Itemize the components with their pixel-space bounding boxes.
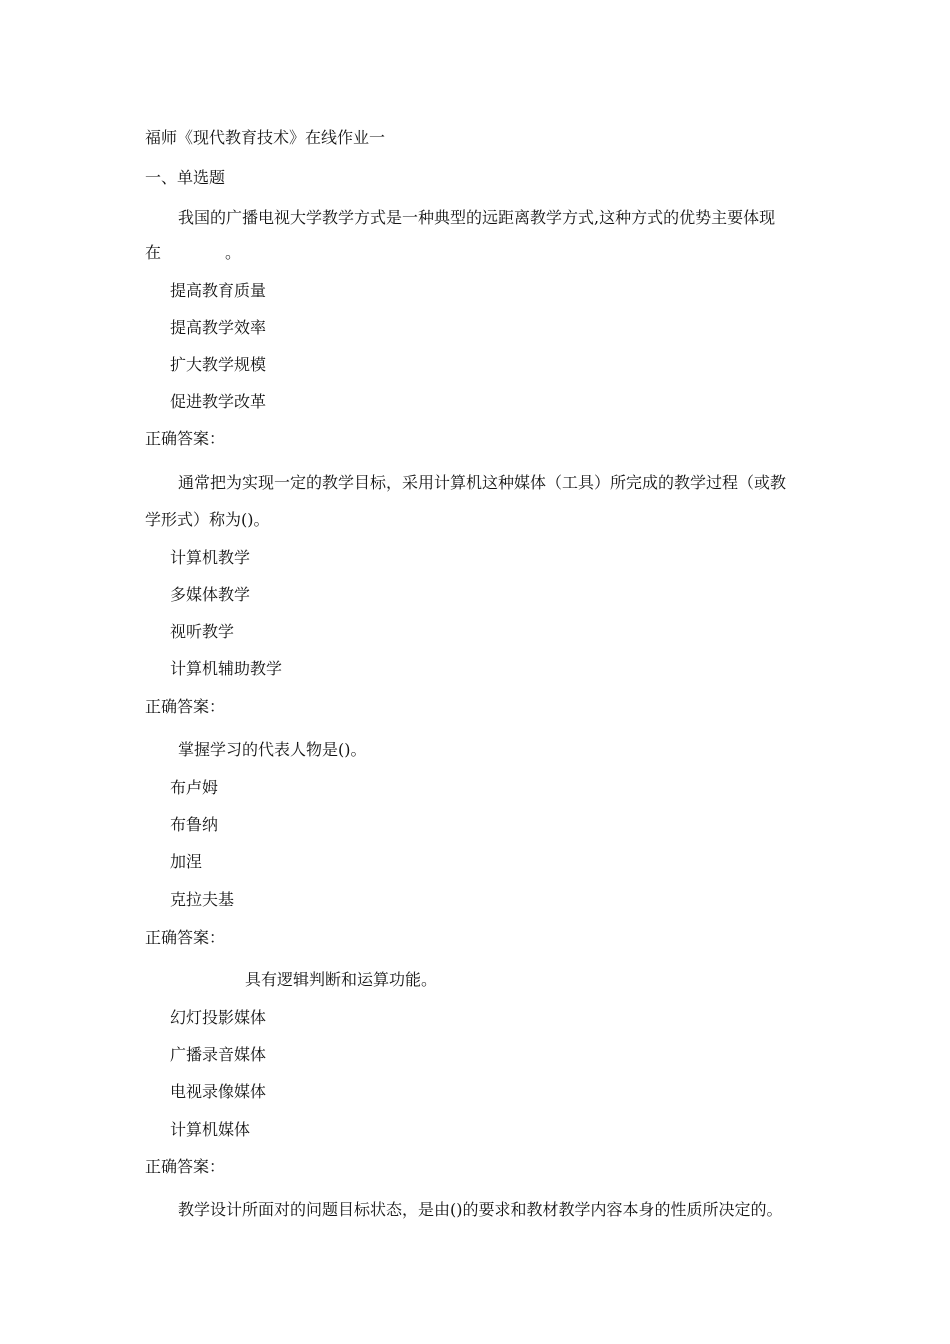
option-item: 克拉夫基: [170, 890, 235, 909]
answer-label: 正确答案：: [145, 928, 226, 947]
question-stem-continued: 在 。: [145, 243, 242, 262]
question-stem: 掌握学习的代表人物是()。: [178, 740, 367, 759]
answer-label: 正确答案：: [145, 429, 226, 448]
option-item: 扩大教学规模: [170, 355, 267, 374]
option-item: 布鲁纳: [170, 815, 219, 834]
question-stem-continued: 学形式）称为()。: [145, 510, 270, 529]
question-stem: 我国的广播电视大学教学方式是一种典型的远距离教学方式,这种方式的优势主要体现: [178, 208, 776, 227]
question-stem: 具有逻辑判断和运算功能。: [245, 970, 438, 989]
option-item: 电视录像媒体: [170, 1082, 267, 1101]
option-item: 计算机辅助教学: [170, 659, 283, 678]
document-title: 福师《现代教育技术》在线作业一: [145, 128, 386, 147]
section-heading: 一、单选题: [145, 168, 226, 187]
answer-label: 正确答案：: [145, 697, 226, 716]
option-item: 计算机教学: [170, 548, 251, 567]
option-item: 提高教育质量: [170, 281, 267, 300]
option-item: 幻灯投影媒体: [170, 1008, 267, 1027]
option-item: 加涅: [170, 852, 203, 871]
option-item: 计算机媒体: [170, 1120, 251, 1139]
question-stem: 教学设计所面对的问题目标状态，是由()的要求和教材教学内容本身的性质所决定的。: [178, 1200, 783, 1219]
option-item: 提高教学效率: [170, 318, 267, 337]
answer-label: 正确答案：: [145, 1157, 226, 1176]
option-item: 多媒体教学: [170, 585, 251, 604]
question-stem: 通常把为实现一定的教学目标，采用计算机这种媒体（工具）所完成的教学过程（或教: [178, 473, 787, 492]
option-item: 促进教学改革: [170, 392, 267, 411]
option-item: 布卢姆: [170, 778, 219, 797]
option-item: 广播录音媒体: [170, 1045, 267, 1064]
option-item: 视听教学: [170, 622, 235, 641]
